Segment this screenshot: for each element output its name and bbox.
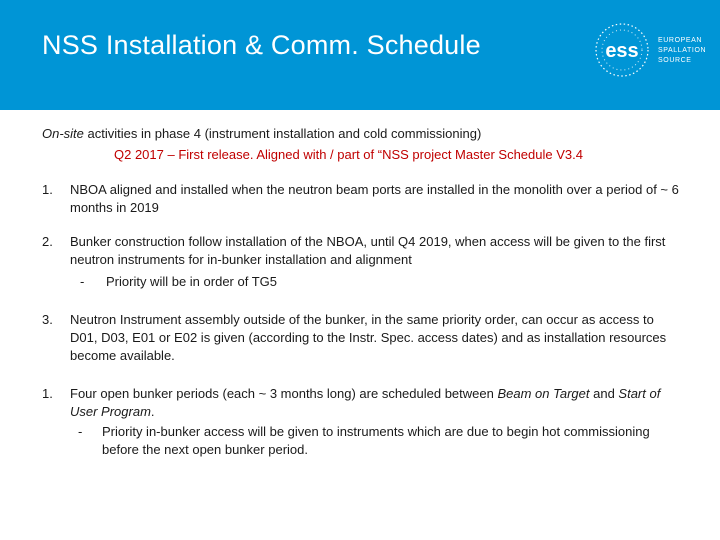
sub-item-text: Priority will be in order of TG5 [106, 274, 277, 289]
item-number: 2. [42, 234, 53, 249]
item-text-part: Four open bunker periods (each ~ 3 months long) are scheduled between [70, 386, 498, 401]
logo-line: SOURCE [658, 57, 692, 64]
ess-logo [592, 18, 712, 82]
intro-text: activities in phase 4 (instrument installation and cold commissioning) [83, 126, 482, 141]
item-text: Neutron Instrument assembly outside of the bunker, in the same priority order, can occur as access to D01, D03, E01 or E02 is given (according to the Instr. Spec. access dates) and as installation resources become available. [70, 312, 667, 363]
release-note: Q2 2017 – First release. Aligned with / part of “NSS project Master Schedule V3.4 [114, 147, 583, 162]
intro-italic: On-site [42, 126, 84, 141]
sub-dash: - [80, 274, 85, 289]
item-number: 1. [42, 386, 53, 401]
logo-line: EUROPEAN [658, 37, 703, 44]
logo-line: SPALLATION [658, 47, 707, 54]
sub-item [70, 273, 682, 291]
intro-line [42, 125, 682, 143]
sub-dash: - [78, 424, 83, 439]
ess-logo-icon [592, 20, 652, 80]
item-text [70, 386, 660, 419]
header-banner [0, 0, 720, 110]
sub-item-text: Priority in-bunker access will be given to instruments which are due to begin hot commissioning before the next open bunker period. [102, 424, 650, 457]
slide-body [42, 125, 682, 459]
logo-mark: ess [605, 40, 639, 62]
item-text-part: . [150, 404, 155, 419]
list-item [42, 385, 682, 459]
item-text: NBOA aligned and installed when the neutron beam ports are installed in the monolith over a period of ~ 6 months in 2019 [70, 182, 679, 215]
slide-title: NSS Installation & Comm. Schedule [42, 30, 481, 60]
item-text-part: and [589, 386, 619, 401]
list-item [42, 311, 682, 365]
list-item [42, 181, 682, 217]
item-number: 3. [42, 312, 53, 327]
sub-item [70, 423, 682, 459]
item-number: 1. [42, 182, 53, 197]
item-text-italic: Beam on Target [497, 386, 590, 401]
item-text-italic: Start of User Program [70, 386, 661, 419]
item-text: Bunker construction follow installation of the NBOA, until Q4 2019, when access will be given to the first neutron instruments for in-bunker installation and alignment [70, 234, 666, 267]
list-item [42, 233, 682, 291]
logo-wordmark [658, 36, 706, 66]
